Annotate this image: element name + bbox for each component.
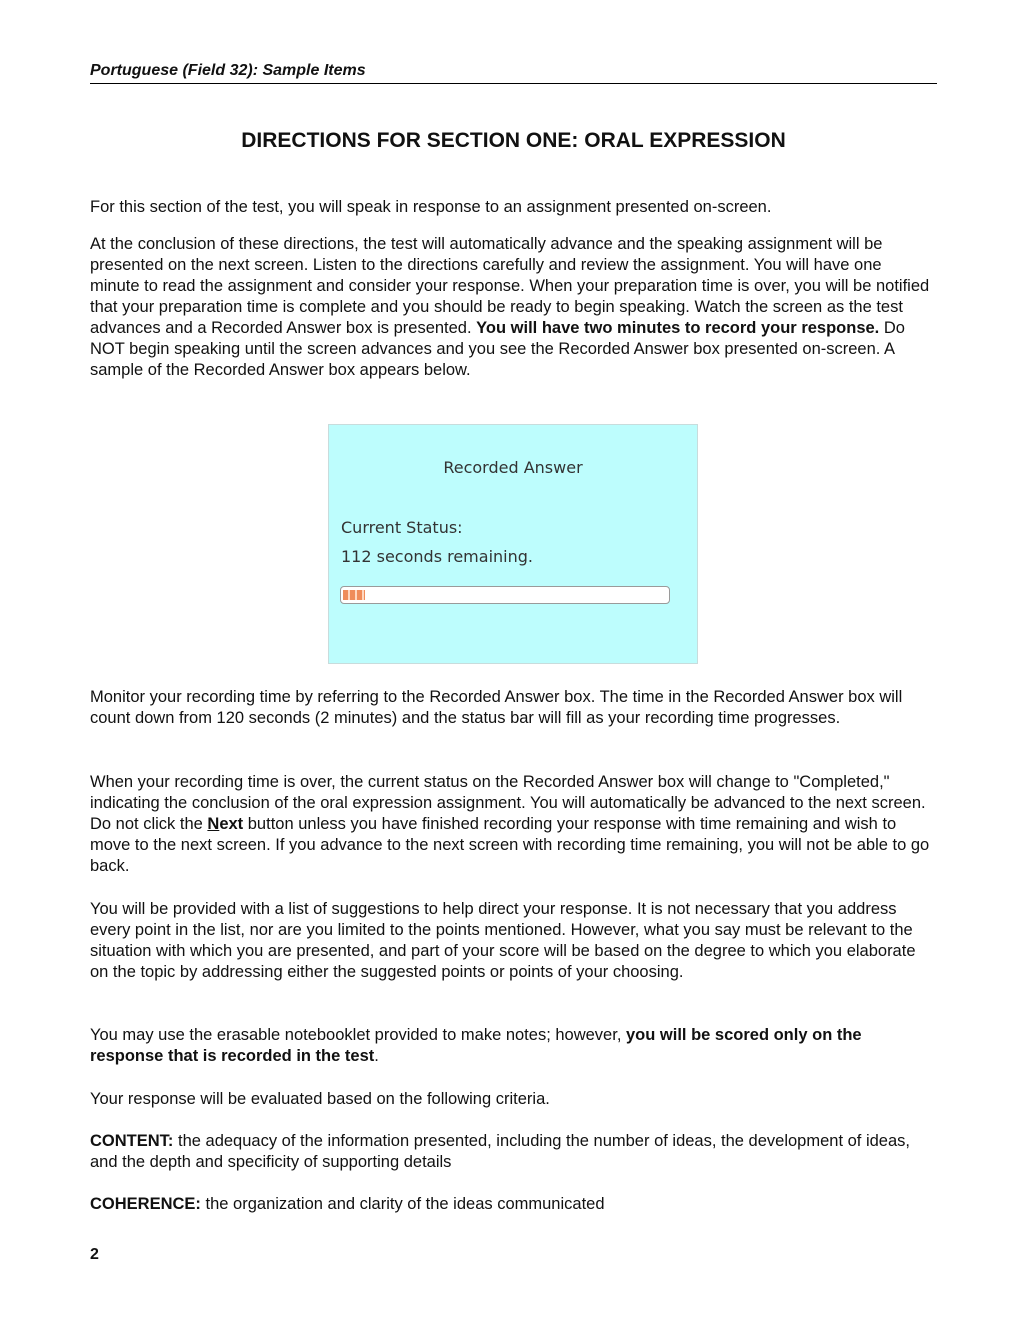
recording-progress-bar	[340, 586, 670, 604]
paragraph-directions	[90, 234, 935, 381]
criterion-content-text: the adequacy of the information presented, including the number of ideas, the development of ideas, and the depth and specificity of supporting details	[90, 1132, 910, 1171]
directions-emphasis: You will have two minutes to record your response.	[476, 319, 880, 337]
recording-progress-fill	[343, 590, 365, 600]
seconds-remaining-text: 112 seconds remaining.	[341, 547, 533, 566]
criterion-content	[90, 1131, 935, 1173]
criterion-coherence-text: the organization and clarity of the ideas communicated	[200, 1195, 605, 1213]
current-status-label: Current Status:	[341, 518, 463, 537]
criterion-coherence-label: COHERENCE:	[90, 1195, 201, 1213]
paragraph-suggestions	[90, 899, 935, 983]
completion-text-end: button unless you have finished recording your response with time remaining and wish to move to the next screen. If you advance to the next screen with recording time remaining, you will not be able to go back.	[90, 815, 930, 875]
paragraph-notebooklet	[90, 1025, 935, 1067]
recorded-answer-box	[328, 424, 698, 664]
paragraph-monitor	[90, 687, 935, 729]
next-button-reference	[207, 815, 243, 833]
notebooklet-text-start: You may use the erasable notebooklet provided to make notes; however,	[90, 1026, 626, 1044]
page-number: 2	[90, 1246, 99, 1263]
section-title: DIRECTIONS FOR SECTION ONE: ORAL EXPRESSION	[241, 129, 786, 152]
directions-text-start: At the conclusion of these directions, the test will automatically advance and the speaking assignment will be presented on the next screen. Listen to the directions carefully and review the assignment. You will have one minute to read the assignment and consider your response. When your preparation time is over, you will be notified that your preparation time is complete and you should be ready to begin speaking. Watch the screen as the test advances and a Recorded Answer box is presented.	[90, 235, 930, 337]
paragraph-monitor-text: Monitor your recording time by referring to the Recorded Answer box. The time in the Recorded Answer box will count down from 120 seconds (2 minutes) and the status bar will fill as your recording time progresses.	[90, 688, 903, 727]
completion-text-start: When your recording time is over, the current status on the Recorded Answer box will change to "Completed," indicating the conclusion of the oral expression assignment. You will automatically be advanced to the next screen. Do not click the	[90, 773, 926, 833]
paragraph-intro	[90, 197, 935, 218]
directions-text-end: Do NOT begin speaking until the screen advances and you see the Recorded Answer box presented on-screen. A sample of the Recorded Answer box appears below.	[90, 319, 905, 379]
notebooklet-text-end: .	[374, 1047, 379, 1065]
paragraph-intro-text: For this section of the test, you will speak in response to an assignment presented on-screen.	[90, 198, 772, 216]
next-mnemonic-letter: N	[207, 815, 220, 833]
paragraph-suggestions-text: You will be provided with a list of suggestions to help direct your response. It is not necessary that you address every point in the list, nor are you limited to the points mentioned. However, what you say must be relevant to the situation with which you are presented, and part of your score will be based on the degree to which you elaborate on the topic by addressing either the suggested points or points of your choosing.	[90, 900, 916, 981]
running-header: Portuguese (Field 32): Sample Items	[90, 61, 937, 84]
criterion-content-label: CONTENT:	[90, 1132, 174, 1150]
notebooklet-emphasis: you will be scored only on the response that is recorded in the test	[90, 1026, 862, 1065]
paragraph-criteria-intro	[90, 1089, 935, 1110]
criterion-coherence	[90, 1194, 935, 1215]
paragraph-completion	[90, 772, 935, 877]
next-label-rest: ext	[219, 815, 244, 833]
recorded-answer-title: Recorded Answer	[443, 458, 583, 477]
criteria-intro-text: Your response will be evaluated based on the following criteria.	[90, 1090, 550, 1108]
